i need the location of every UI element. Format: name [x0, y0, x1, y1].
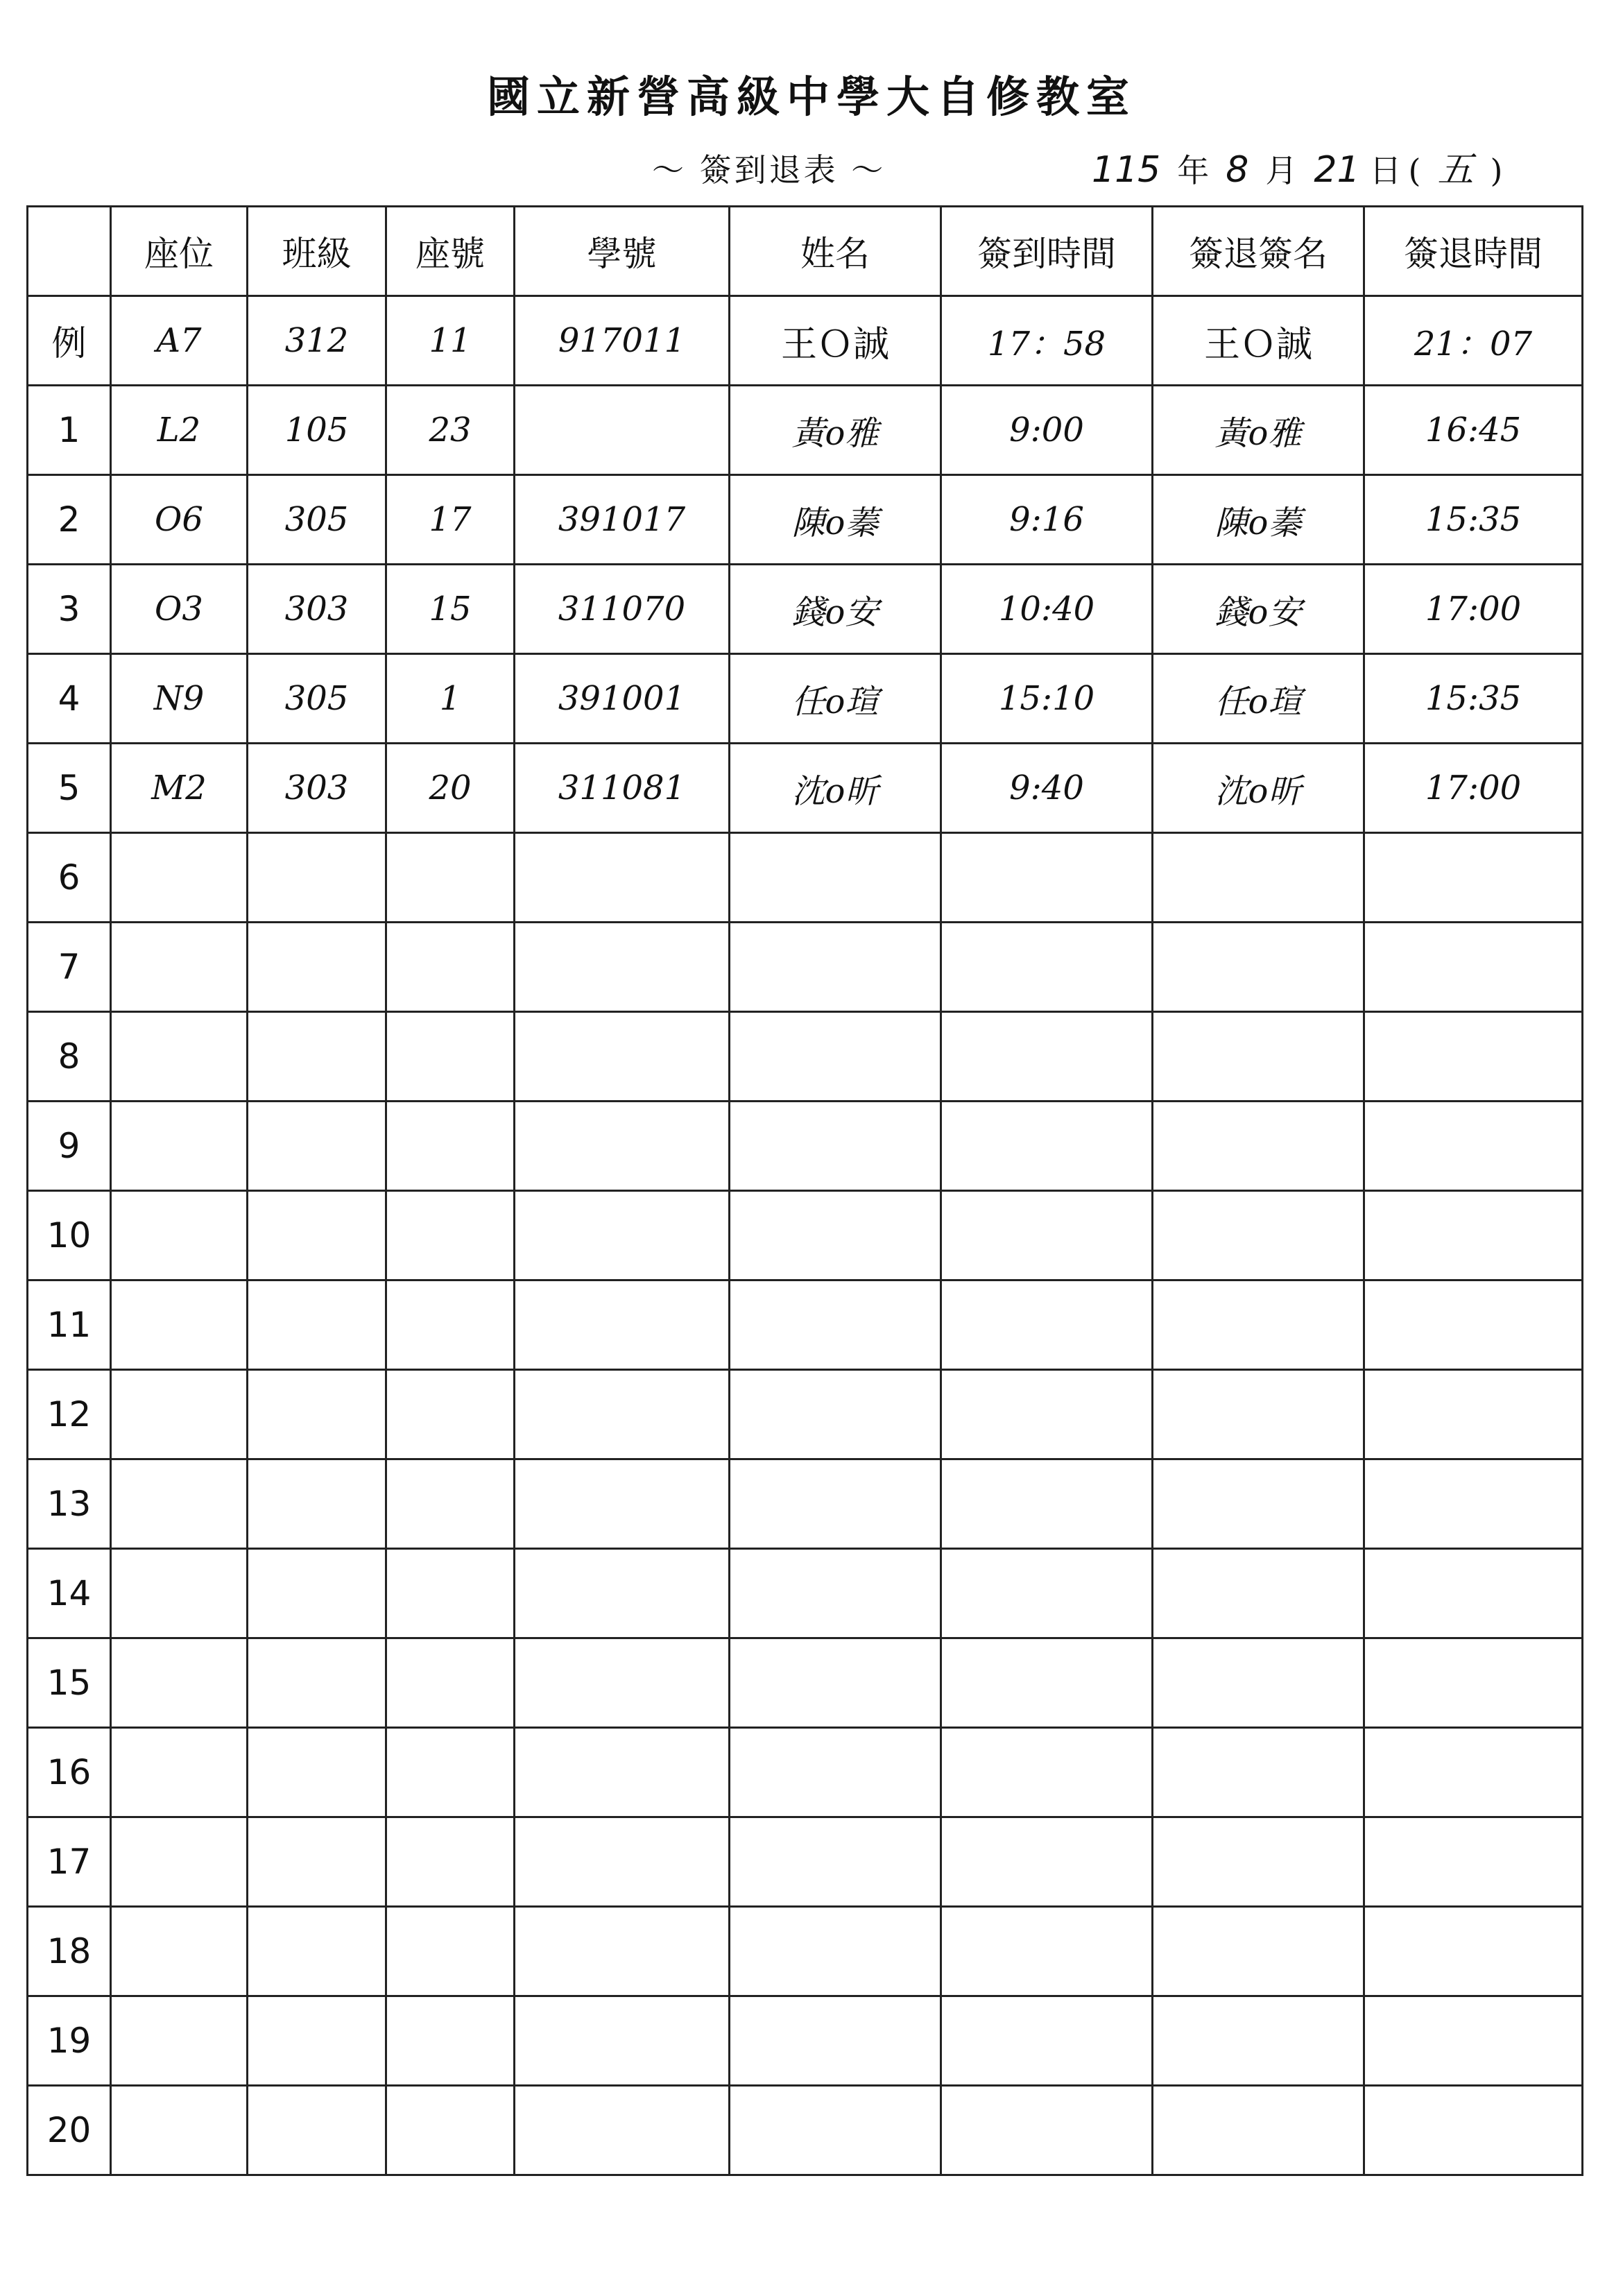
table-row: [28, 1996, 1583, 2086]
cell-class: [248, 1280, 386, 1370]
cell-seat-number: [386, 1549, 515, 1638]
table-row: [28, 833, 1583, 923]
cell-sign-out-time: [1364, 1638, 1583, 1728]
date-month-label: 月: [1265, 152, 1298, 189]
cell-sign-out-time: [1364, 1280, 1583, 1370]
cell-sign-out-time: 15:35: [1364, 654, 1583, 744]
cell-seat: [111, 1907, 248, 1996]
cell-sign-out-signature: 任o瑄: [1153, 654, 1364, 744]
cell-seat-number: [386, 1280, 515, 1370]
cell-sign-out-signature: [1153, 1102, 1364, 1191]
date-year: 115: [1092, 149, 1161, 191]
cell-seat-number: [386, 1907, 515, 1996]
table-row: [28, 744, 1583, 833]
table-row: [28, 1907, 1583, 1996]
cell-seat-number: [386, 1012, 515, 1102]
cell-sign-out-time: [1364, 923, 1583, 1012]
cell-student-id: [515, 923, 730, 1012]
cell-name: [730, 923, 941, 1012]
cell-class: [248, 923, 386, 1012]
cell-student-id: [515, 1370, 730, 1459]
cell-student-id: [515, 1817, 730, 1907]
table-row: [28, 1012, 1583, 1102]
row-number: 9: [28, 1102, 111, 1191]
table-row: [28, 654, 1583, 744]
row-number: 7: [28, 923, 111, 1012]
table-row: [28, 1728, 1583, 1817]
cell-name: 任o瑄: [730, 654, 941, 744]
table-row: [28, 1191, 1583, 1280]
cell-sign-out-signature: [1153, 923, 1364, 1012]
cell-class: [248, 1728, 386, 1817]
cell-seat: O6: [111, 475, 248, 565]
cell-name: 王Ｏ誠: [730, 296, 941, 386]
cell-seat-number: [386, 1191, 515, 1280]
cell-sign-in-time: [941, 923, 1153, 1012]
cell-student-id: [515, 386, 730, 475]
cell-class: [248, 1012, 386, 1102]
cell-seat-number: [386, 833, 515, 923]
sign-in-table: [26, 205, 1583, 2176]
cell-name: [730, 1102, 941, 1191]
row-number: 1: [28, 386, 111, 475]
cell-sign-out-time: [1364, 1817, 1583, 1907]
cell-seat: [111, 1370, 248, 1459]
cell-student-id: [515, 2086, 730, 2175]
cell-sign-out-time: [1364, 1549, 1583, 1638]
table-row: [28, 1102, 1583, 1191]
cell-class: [248, 2086, 386, 2175]
cell-seat: [111, 2086, 248, 2175]
cell-sign-in-time: 9:16: [941, 475, 1153, 565]
cell-sign-in-time: 17：58: [941, 296, 1153, 386]
row-number: 15: [28, 1638, 111, 1728]
cell-sign-in-time: [941, 1638, 1153, 1728]
cell-sign-in-time: [941, 1907, 1153, 1996]
example-row: [28, 296, 1583, 386]
cell-seat-number: [386, 1102, 515, 1191]
cell-student-id: [515, 1280, 730, 1370]
cell-student-id: [515, 1728, 730, 1817]
cell-student-id: [515, 1549, 730, 1638]
cell-sign-out-signature: 沈o昕: [1153, 744, 1364, 833]
cell-name: [730, 1012, 941, 1102]
column-header-seat-number: 座號: [386, 207, 515, 296]
cell-seat: [111, 1459, 248, 1549]
cell-student-id: 391001: [515, 654, 730, 744]
row-number: 2: [28, 475, 111, 565]
table-row: [28, 1638, 1583, 1728]
cell-seat-number: [386, 1728, 515, 1817]
cell-class: 105: [248, 386, 386, 475]
table-row: [28, 1817, 1583, 1907]
table-row: [28, 565, 1583, 654]
column-header-sign-out-signature: 簽退簽名: [1153, 207, 1364, 296]
table-row: [28, 1370, 1583, 1459]
cell-sign-out-time: [1364, 1728, 1583, 1817]
date-day-label: 日: [1369, 152, 1402, 189]
column-header-seat: 座位: [111, 207, 248, 296]
date-weekday-open: (: [1408, 152, 1421, 189]
cell-seat: [111, 923, 248, 1012]
cell-student-id: 311081: [515, 744, 730, 833]
table-row: [28, 475, 1583, 565]
row-number: 5: [28, 744, 111, 833]
cell-sign-out-time: [1364, 1459, 1583, 1549]
cell-sign-in-time: [941, 1102, 1153, 1191]
cell-name: [730, 833, 941, 923]
cell-sign-out-time: [1364, 2086, 1583, 2175]
cell-sign-out-signature: [1153, 1370, 1364, 1459]
cell-seat: [111, 1728, 248, 1817]
cell-seat-number: 23: [386, 386, 515, 475]
cell-class: [248, 1996, 386, 2086]
cell-sign-out-time: [1364, 1370, 1583, 1459]
cell-sign-in-time: [941, 2086, 1153, 2175]
cell-sign-out-signature: [1153, 1549, 1364, 1638]
cell-sign-out-signature: [1153, 1459, 1364, 1549]
cell-sign-in-time: 9:00: [941, 386, 1153, 475]
cell-seat: L2: [111, 386, 248, 475]
cell-student-id: 391017: [515, 475, 730, 565]
cell-seat: [111, 1638, 248, 1728]
row-number: 4: [28, 654, 111, 744]
row-number: 11: [28, 1280, 111, 1370]
column-header-student-id: 學號: [515, 207, 730, 296]
cell-class: [248, 1102, 386, 1191]
cell-sign-in-time: [941, 1370, 1153, 1459]
cell-class: [248, 1817, 386, 1907]
cell-sign-in-time: [941, 1191, 1153, 1280]
cell-name: 黃o雅: [730, 386, 941, 475]
cell-seat-number: 15: [386, 565, 515, 654]
cell-class: 303: [248, 744, 386, 833]
cell-class: [248, 1549, 386, 1638]
cell-sign-out-signature: [1153, 1012, 1364, 1102]
table-row: [28, 1459, 1583, 1549]
cell-sign-out-time: [1364, 1012, 1583, 1102]
cell-seat: [111, 1549, 248, 1638]
cell-name: [730, 2086, 941, 2175]
cell-sign-out-signature: [1153, 1817, 1364, 1907]
cell-seat: [111, 833, 248, 923]
cell-student-id: [515, 1012, 730, 1102]
cell-seat-number: 1: [386, 654, 515, 744]
cell-sign-out-signature: [1153, 1996, 1364, 2086]
row-number: 12: [28, 1370, 111, 1459]
date-weekday-close: ): [1490, 152, 1503, 189]
column-header-sign-out-time: 簽退時間: [1364, 207, 1583, 296]
cell-sign-out-time: 15:35: [1364, 475, 1583, 565]
cell-seat: [111, 1102, 248, 1191]
cell-name: [730, 1280, 941, 1370]
cell-seat: [111, 1280, 248, 1370]
cell-sign-out-time: 17:00: [1364, 565, 1583, 654]
cell-sign-out-signature: [1153, 833, 1364, 923]
cell-name: [730, 1549, 941, 1638]
cell-seat-number: [386, 2086, 515, 2175]
cell-sign-out-signature: [1153, 2086, 1364, 2175]
cell-student-id: 311070: [515, 565, 730, 654]
cell-name: 沈o昕: [730, 744, 941, 833]
cell-sign-in-time: [941, 1817, 1153, 1907]
cell-sign-out-time: [1364, 833, 1583, 923]
table-row: [28, 1549, 1583, 1638]
cell-class: [248, 1191, 386, 1280]
column-header-class: 班級: [248, 207, 386, 296]
cell-class: [248, 1370, 386, 1459]
row-number: 19: [28, 1996, 111, 2086]
cell-student-id: [515, 1907, 730, 1996]
cell-sign-out-time: 16:45: [1364, 386, 1583, 475]
cell-name: [730, 1907, 941, 1996]
cell-seat-number: [386, 1638, 515, 1728]
cell-sign-in-time: 15:10: [941, 654, 1153, 744]
row-number: 6: [28, 833, 111, 923]
cell-seat: [111, 1191, 248, 1280]
cell-sign-out-signature: [1153, 1907, 1364, 1996]
row-number: 3: [28, 565, 111, 654]
row-number: 10: [28, 1191, 111, 1280]
cell-sign-in-time: [941, 1996, 1153, 2086]
row-number: 20: [28, 2086, 111, 2175]
cell-name: [730, 1459, 941, 1549]
cell-class: 312: [248, 296, 386, 386]
cell-seat-number: 20: [386, 744, 515, 833]
cell-sign-out-time: [1364, 1102, 1583, 1191]
table-row: [28, 1280, 1583, 1370]
cell-class: [248, 833, 386, 923]
cell-student-id: [515, 1996, 730, 2086]
cell-student-id: 917011: [515, 296, 730, 386]
cell-name: [730, 1638, 941, 1728]
cell-sign-out-time: [1364, 1996, 1583, 2086]
row-label: 例: [28, 296, 111, 386]
cell-class: [248, 1907, 386, 1996]
cell-seat: A7: [111, 296, 248, 386]
row-number: 8: [28, 1012, 111, 1102]
cell-sign-out-signature: [1153, 1638, 1364, 1728]
date-year-label: 年: [1177, 152, 1210, 189]
cell-seat-number: [386, 1996, 515, 2086]
cell-class: 305: [248, 475, 386, 565]
cell-student-id: [515, 1191, 730, 1280]
column-header-sign-in-time: 簽到時間: [941, 207, 1153, 296]
cell-seat: [111, 1817, 248, 1907]
cell-sign-in-time: [941, 833, 1153, 923]
cell-sign-out-signature: [1153, 1728, 1364, 1817]
date-line: [1082, 146, 1568, 195]
cell-seat-number: 11: [386, 296, 515, 386]
cell-seat: M2: [111, 744, 248, 833]
cell-seat-number: 17: [386, 475, 515, 565]
cell-student-id: [515, 833, 730, 923]
cell-class: 303: [248, 565, 386, 654]
cell-student-id: [515, 1638, 730, 1728]
cell-sign-out-time: [1364, 1191, 1583, 1280]
cell-seat: [111, 1996, 248, 2086]
cell-sign-out-signature: 王Ｏ誠: [1153, 296, 1364, 386]
cell-seat: N9: [111, 654, 248, 744]
cell-name: [730, 1817, 941, 1907]
cell-sign-in-time: [941, 1459, 1153, 1549]
cell-class: [248, 1459, 386, 1549]
cell-sign-out-time: 17:00: [1364, 744, 1583, 833]
cell-seat-number: [386, 1817, 515, 1907]
column-header-index: [28, 207, 111, 296]
row-number: 14: [28, 1549, 111, 1638]
cell-seat-number: [386, 1370, 515, 1459]
row-number: 16: [28, 1728, 111, 1817]
form-subtitle: ～ 簽到退表 ～: [652, 151, 886, 189]
cell-sign-in-time: 10:40: [941, 565, 1153, 654]
row-number: 13: [28, 1459, 111, 1549]
page-title: 國立新營高級中學大自修教室: [486, 71, 1136, 122]
cell-seat-number: [386, 1459, 515, 1549]
date-weekday: 五: [1437, 149, 1474, 191]
cell-sign-out-time: 21：07: [1364, 296, 1583, 386]
date-day: 21: [1314, 149, 1360, 191]
cell-student-id: [515, 1102, 730, 1191]
cell-sign-out-signature: 陳o蓁: [1153, 475, 1364, 565]
table-header-row: [28, 207, 1583, 296]
cell-sign-out-time: [1364, 1907, 1583, 1996]
cell-name: 錢o安: [730, 565, 941, 654]
cell-name: [730, 1370, 941, 1459]
table-row: [28, 386, 1583, 475]
cell-sign-out-signature: [1153, 1191, 1364, 1280]
cell-seat: [111, 1012, 248, 1102]
table-row: [28, 2086, 1583, 2175]
table-row: [28, 923, 1583, 1012]
cell-name: [730, 1191, 941, 1280]
cell-class: [248, 1638, 386, 1728]
cell-sign-in-time: [941, 1728, 1153, 1817]
row-number: 17: [28, 1817, 111, 1907]
cell-sign-in-time: [941, 1549, 1153, 1638]
column-header-name: 姓名: [730, 207, 941, 296]
cell-sign-out-signature: 錢o安: [1153, 565, 1364, 654]
date-month: 8: [1226, 149, 1249, 191]
cell-sign-in-time: 9:40: [941, 744, 1153, 833]
cell-class: 305: [248, 654, 386, 744]
cell-name: 陳o蓁: [730, 475, 941, 565]
cell-sign-out-signature: [1153, 1280, 1364, 1370]
cell-seat-number: [386, 923, 515, 1012]
cell-sign-out-signature: 黃o雅: [1153, 386, 1364, 475]
row-number: 18: [28, 1907, 111, 1996]
cell-sign-in-time: [941, 1280, 1153, 1370]
cell-name: [730, 1728, 941, 1817]
cell-sign-in-time: [941, 1012, 1153, 1102]
cell-seat: O3: [111, 565, 248, 654]
cell-student-id: [515, 1459, 730, 1549]
cell-name: [730, 1996, 941, 2086]
